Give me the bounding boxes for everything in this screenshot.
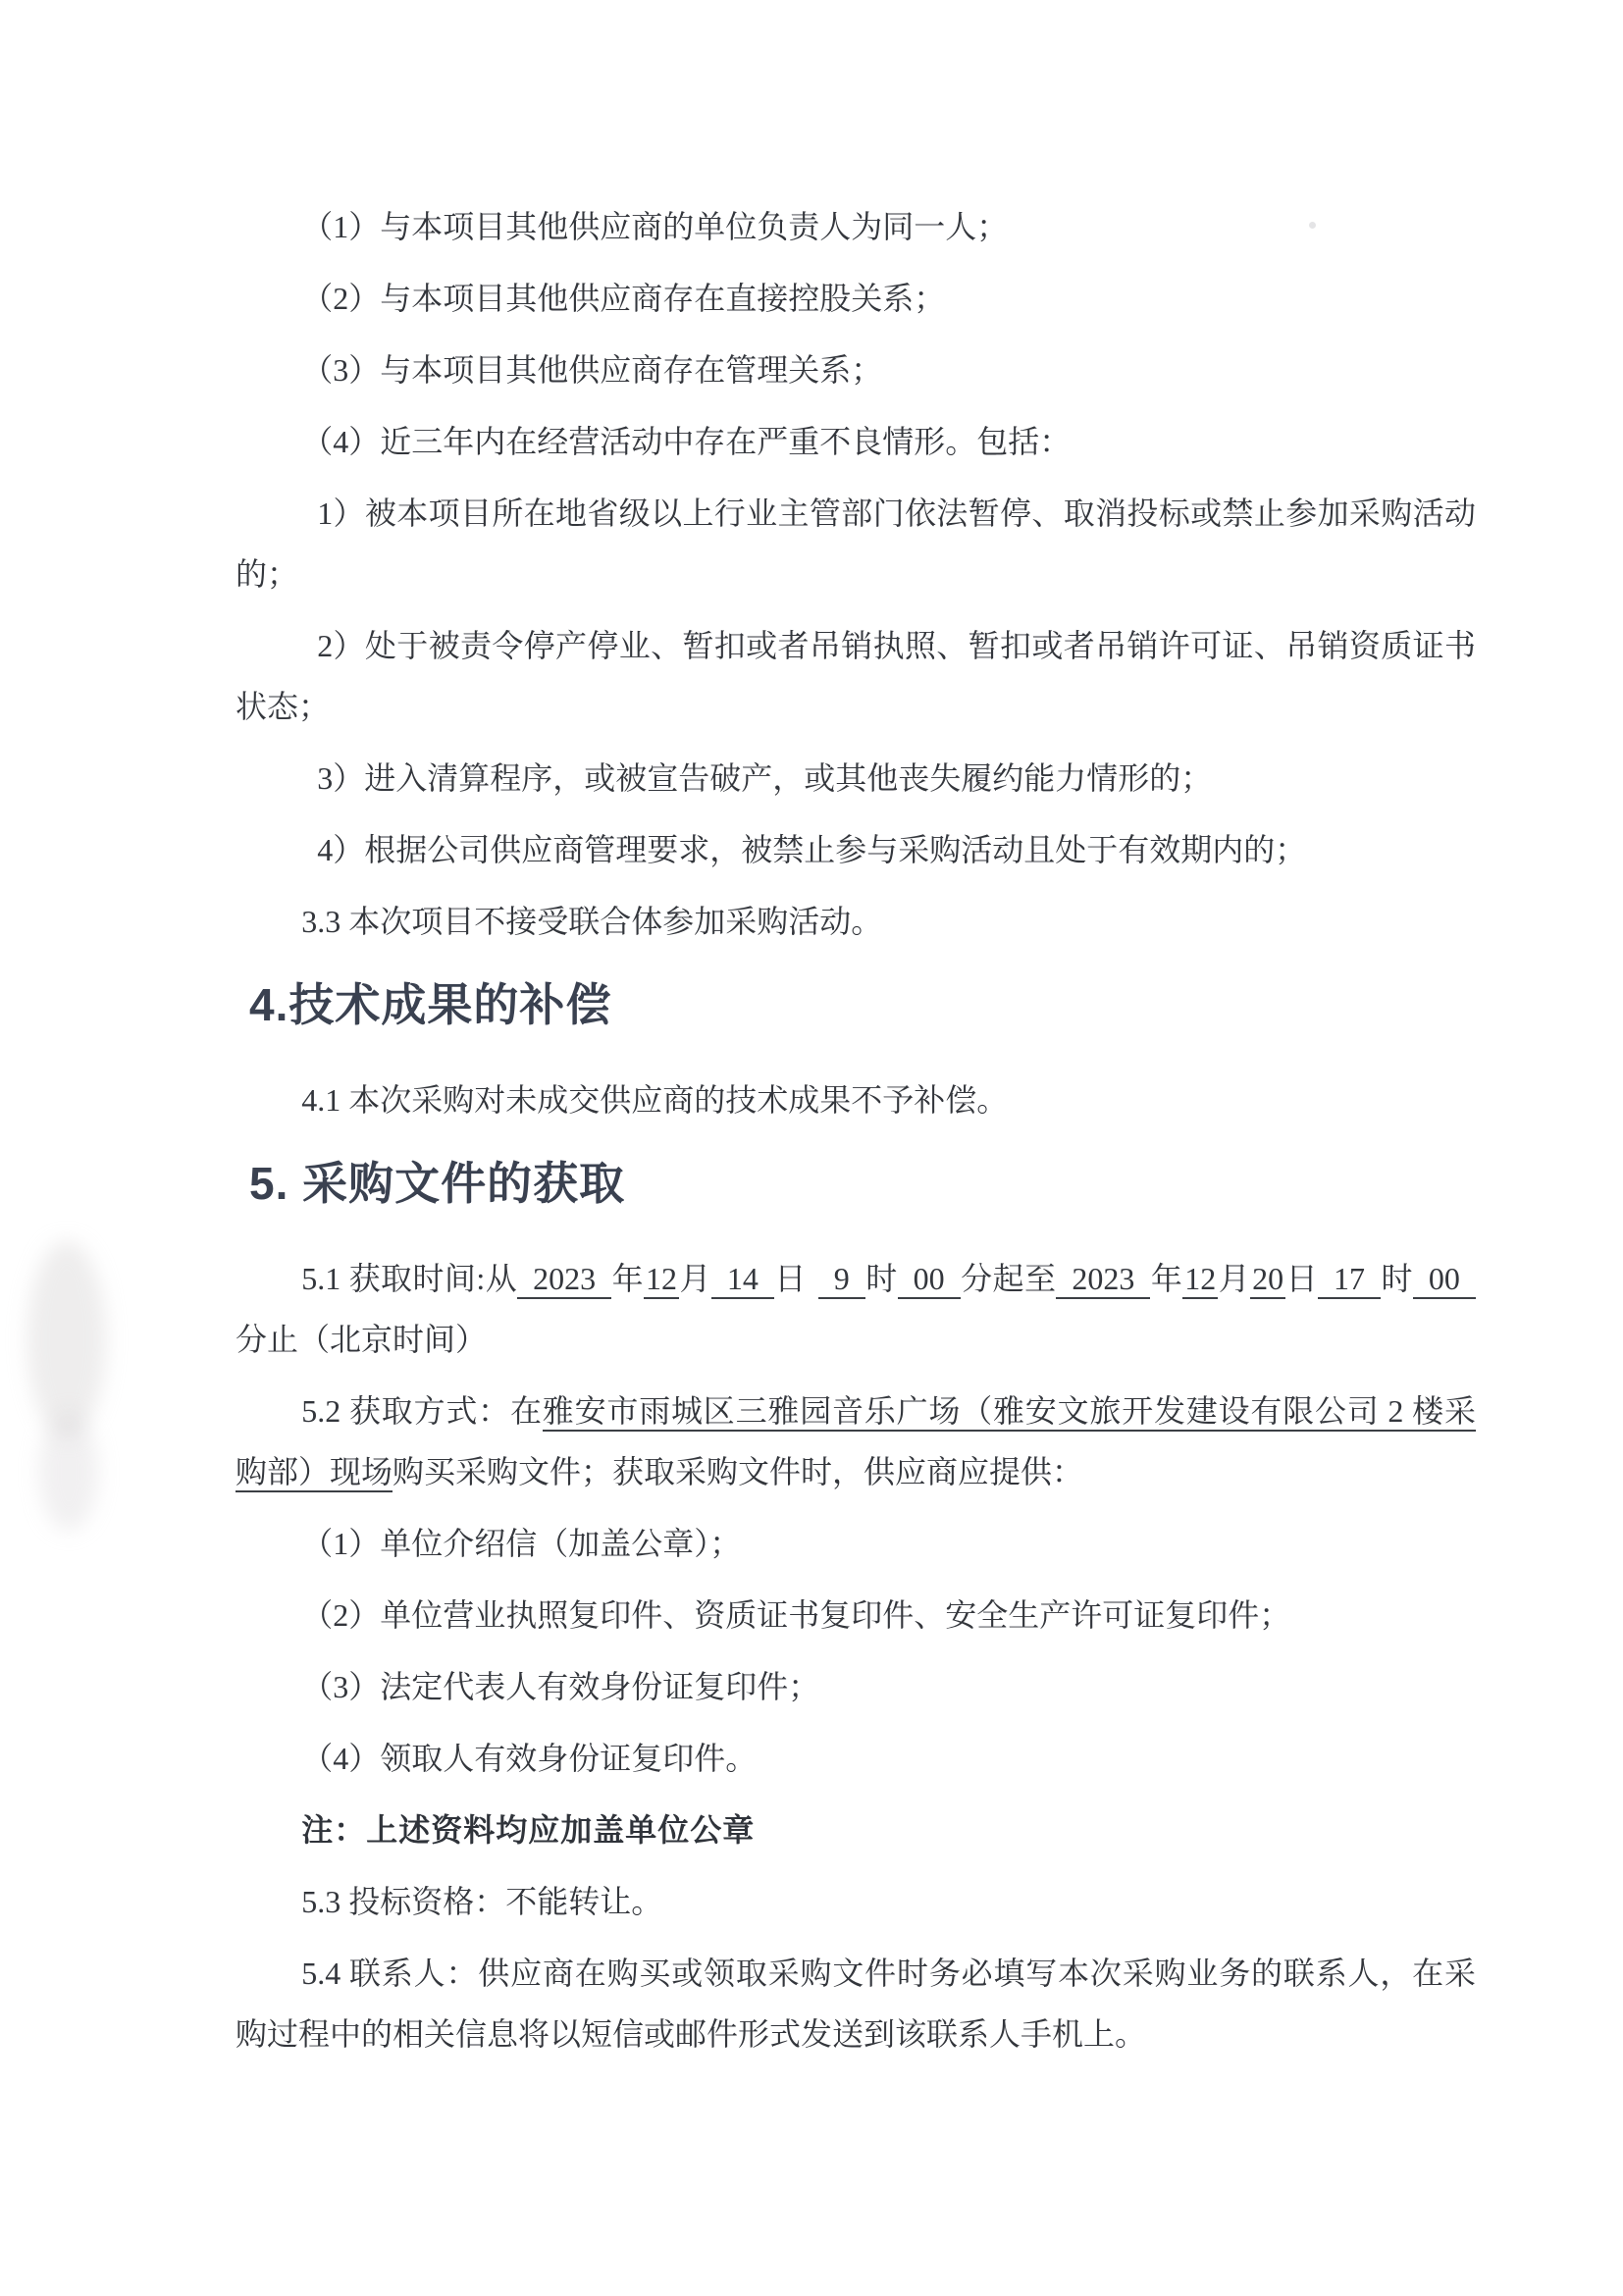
clause-5-1: 5.1 获取时间:从 2023 年12月 14 日 9 时 00 分起至 2023 年12月20日 17 时 00分止（北京时间） — [236, 1248, 1476, 1370]
condition-item-3: （3）与本项目其他供应商存在管理关系； — [301, 352, 883, 388]
required-doc-item-1: （1）单位介绍信（加盖公章）； — [301, 1526, 742, 1561]
condition-item-1: （1）与本项目其他供应商的单位负责人为同一人； — [301, 209, 1009, 244]
clause-5-2-suffix: 购买采购文件；获取采购文件时，供应商应提供： — [393, 1454, 1084, 1489]
blank-year-to: 2023 — [1056, 1261, 1150, 1299]
blank-month-to: 12 — [1182, 1261, 1218, 1299]
scan-artifact-smudge — [39, 1413, 98, 1531]
clause-5-3: 5.3 投标资格：不能转让。 — [301, 1884, 663, 1919]
bad-record-sub-item-3: 3）进入清算程序，或被宣告破产，或其他丧失履约能力情形的； — [317, 760, 1213, 796]
bad-record-sub-item-4: 4）根据公司供应商管理要求，被禁止参与采购活动且处于有效期内的； — [317, 832, 1307, 867]
note-seal-requirement: 注：上述资料均应加盖单位公章 — [301, 1812, 756, 1848]
condition-item-4: （4）近三年内在经营活动中存在严重不良情形。包括： — [301, 424, 1072, 459]
clause-5-4: 5.4 联系人：供应商在购买或领取采购文件时务必填写本次采购业务的联系人，在采购过程中的相关信息将以短信或邮件形式发送到该联系人手机上。 — [236, 1956, 1476, 2052]
required-doc-item-2: （2）单位营业执照复印件、资质证书复印件、安全生产许可证复印件； — [301, 1597, 1291, 1633]
bad-record-sub-item-2: 2）处于被责令停产停业、暂扣或者吊销执照、暂扣或者吊销许可证、吊销资质证书状态； — [236, 628, 1476, 724]
section-heading-5: 5. 采购文件的获取 — [249, 1158, 626, 1209]
clause-3-3: 3.3 本次项目不接受联合体参加采购活动。 — [301, 904, 883, 939]
clause-5-2-prefix: 5.2 获取方式：在 — [301, 1393, 543, 1429]
clause-5-2 — [236, 1381, 1476, 1502]
blank-month-from: 12 — [644, 1261, 679, 1299]
section-heading-4: 4.技术成果的补偿 — [249, 979, 612, 1030]
clause-4-1: 4.1 本次采购对未成交供应商的技术成果不予补偿。 — [301, 1082, 1009, 1118]
required-doc-item-4: （4）领取人有效身份证复印件。 — [301, 1741, 758, 1776]
blank-minute-from: 00 — [898, 1261, 961, 1299]
required-doc-item-3: （3）法定代表人有效身份证复印件； — [301, 1669, 820, 1704]
blank-day-from: 14 — [711, 1261, 774, 1299]
condition-item-2: （2）与本项目其他供应商存在直接控股关系； — [301, 281, 946, 316]
blank-year-from: 2023 — [517, 1261, 611, 1299]
bad-record-sub-item-1: 1）被本项目所在地省级以上行业主管部门依法暂停、取消投标或禁止参加采购活动的； — [236, 496, 1476, 592]
scan-artifact-smudge — [27, 1241, 106, 1437]
blank-hour-from: 9 — [818, 1261, 865, 1299]
purchase-address-underlined: 雅安市雨城区三雅园音乐广场（雅安文旅开发建设有限公司 2 楼采购部）现场 — [236, 1393, 1476, 1492]
blank-hour-to: 17 — [1318, 1261, 1381, 1299]
blank-minute-to: 00 — [1413, 1261, 1476, 1299]
blank-day-to: 20 — [1250, 1261, 1285, 1299]
clause-5-1-prefix: 5.1 获取时间:从 — [301, 1261, 518, 1296]
